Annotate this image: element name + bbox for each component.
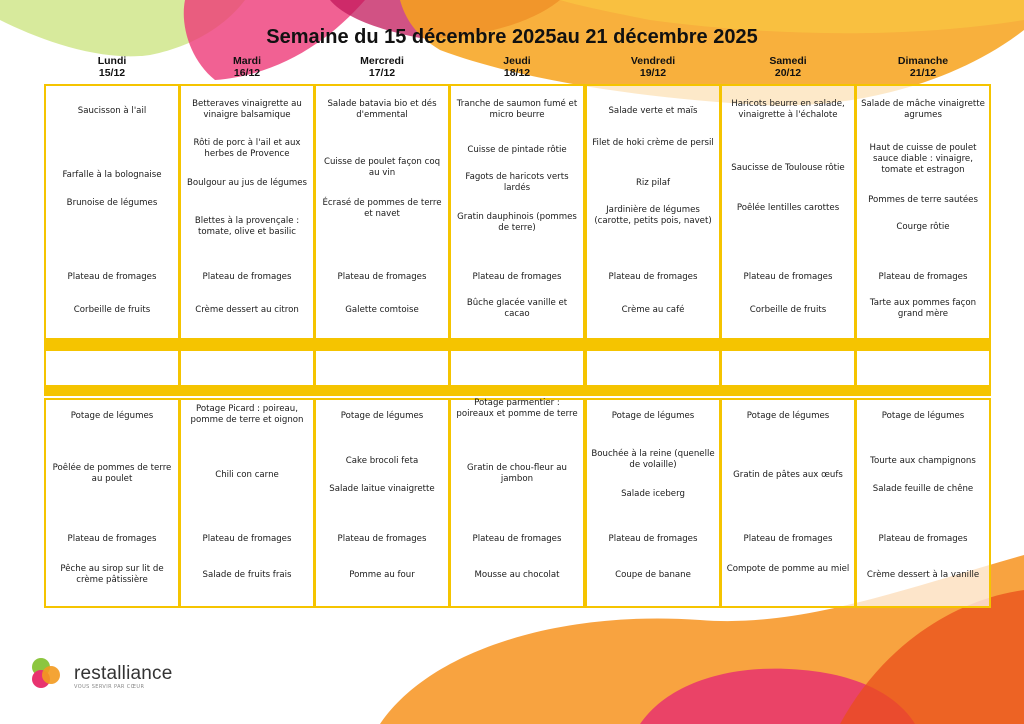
dinner-menu-item: Bouchée à la reine (quenelle de volaille): [591, 449, 715, 470]
dinner-menu-item: Gratin de chou-fleur au jambon: [467, 463, 567, 484]
day-date: 20/12: [774, 67, 802, 79]
lunch-menu-item: Tarte aux pommes façon grand mère: [869, 298, 977, 319]
day-date: 21/12: [909, 67, 937, 79]
lunch-menu-item: Salade verte et maïs: [608, 106, 698, 116]
lunch-menu-item: Blettes à la provençale : tomate, olive et basilic: [194, 216, 300, 237]
dinner-menu-item: Potage de légumes: [746, 411, 830, 421]
day-date: 19/12: [639, 67, 667, 79]
dinner-menu-item: Chili con carne: [215, 470, 279, 480]
day-header: [175, 55, 319, 79]
lunch-menu-item: Plateau de fromages: [743, 272, 833, 282]
dinner-menu-item: Tourte aux champignons: [870, 456, 976, 466]
dinner-menu-item: Potage parmentier : poireaux et pomme de terre: [456, 398, 578, 419]
lunch-menu-item: Tranche de saumon fumé et micro beurre: [456, 99, 578, 120]
brand-tagline: VOUS SERVIR PAR CŒUR: [74, 684, 145, 690]
dinner-menu-item: Pomme au four: [349, 570, 415, 580]
dinner-menu-item: Potage Picard : poireau, pomme de terre et oignon: [190, 404, 304, 425]
lunch-menu-item: Haut de cuisse de poulet sauce diable : vinaigre, tomate et estragon: [869, 143, 977, 175]
lunch-menu-item: Salade batavia bio et dés d'emmental: [327, 99, 437, 120]
day-header: [581, 55, 725, 79]
empty-cell: [855, 349, 991, 387]
lunch-menu-item: Plateau de fromages: [472, 272, 562, 282]
dinner-menu-item: Poêlée de pommes de terre au poulet: [52, 463, 172, 484]
page-title: Semaine du 15 décembre 2025au 21 décembre 2025: [266, 26, 758, 48]
lunch-menu-item: Plateau de fromages: [608, 272, 698, 282]
dinner-menu-item: Coupe de banane: [615, 570, 691, 580]
lunch-menu-item: Cuisse de pintade rôtie: [467, 145, 567, 155]
lunch-menu-item: Plateau de fromages: [878, 272, 968, 282]
dinner-menu-item: Salade de fruits frais: [202, 570, 292, 580]
dinner-menu-item: Pêche au sirop sur lit de crème pâtissière: [60, 564, 164, 585]
lunch-menu-item: Riz pilaf: [635, 178, 671, 188]
lunch-menu-item: Rôti de porc à l'ail et aux herbes de Provence: [193, 138, 301, 159]
dinner-menu-item: Crème dessert à la vanille: [866, 570, 980, 580]
lunch-menu-item: Crème au café: [621, 305, 685, 315]
day-date: 18/12: [503, 67, 531, 79]
empty-cell: [314, 349, 450, 387]
lunch-menu-item: Courge rôtie: [896, 222, 950, 232]
lunch-menu-item: Galette comtoise: [345, 305, 419, 315]
day-header: [851, 55, 995, 79]
empty-cell: [585, 349, 721, 387]
lunch-menu-item: Plateau de fromages: [337, 272, 427, 282]
dinner-menu-item: Plateau de fromages: [472, 534, 562, 544]
lunch-menu-item: Poêlée lentilles carottes: [736, 203, 840, 213]
day-name: Samedi: [769, 55, 807, 67]
lunch-menu-item: Betteraves vinaigrette au vinaigre balsamique: [192, 99, 302, 120]
lunch-cell: [44, 84, 180, 340]
dinner-menu-item: Plateau de fromages: [202, 534, 292, 544]
dinner-menu-item: Plateau de fromages: [878, 534, 968, 544]
empty-cell: [44, 349, 180, 387]
empty-cell: [449, 349, 585, 387]
lunch-menu-item: Cuisse de poulet façon coq au vin: [323, 157, 441, 178]
dinner-menu-item: Potage de légumes: [611, 411, 695, 421]
day-header: [310, 55, 454, 79]
lunch-menu-item: Saucisse de Toulouse rôtie: [731, 163, 845, 173]
lunch-menu-item: Salade de mâche vinaigrette agrumes: [861, 99, 985, 120]
dinner-menu-item: Potage de légumes: [340, 411, 424, 421]
dinner-menu-item: Salade iceberg: [621, 489, 685, 499]
lunch-menu-item: Pommes de terre sautées: [868, 195, 978, 205]
dinner-menu-item: Potage de légumes: [881, 411, 965, 421]
lunch-menu-item: Gratin dauphinois (pommes de terre): [457, 212, 577, 233]
dinner-menu-item: Salade feuille de chêne: [872, 484, 974, 494]
dinner-menu-item: Salade laitue vinaigrette: [329, 484, 435, 494]
day-name: Dimanche: [897, 55, 949, 67]
lunch-menu-item: Saucisson à l'ail: [77, 106, 147, 116]
dinner-menu-item: Cake brocoli feta: [345, 456, 419, 466]
day-name: Mardi: [232, 55, 261, 67]
lunch-cell: [179, 84, 315, 340]
dinner-cell: [720, 398, 856, 608]
day-name: Vendredi: [630, 55, 676, 67]
restalliance-logo-icon: [30, 656, 66, 692]
day-header: [445, 55, 589, 79]
lunch-menu-item: Écrasé de pommes de terre et navet: [322, 198, 442, 219]
day-name: Jeudi: [503, 55, 531, 67]
lunch-menu-item: Corbeille de fruits: [749, 305, 827, 315]
dinner-menu-item: Potage de légumes: [70, 411, 154, 421]
day-name: Mercredi: [360, 55, 404, 67]
separator-band-top: [44, 340, 991, 349]
dinner-menu-item: Compote de pomme au miel: [726, 564, 850, 574]
lunch-menu-item: Corbeille de fruits: [73, 305, 151, 315]
day-header: [716, 55, 860, 79]
lunch-menu-item: Filet de hoki crème de persil: [592, 138, 714, 148]
empty-cell: [179, 349, 315, 387]
dinner-menu-item: Plateau de fromages: [743, 534, 833, 544]
lunch-menu-item: Bûche glacée vanille et cacao: [466, 298, 568, 319]
lunch-menu-item: Plateau de fromages: [202, 272, 292, 282]
day-header: [40, 55, 184, 79]
lunch-menu-item: Jardinière de légumes (carotte, petits pois, navet): [594, 205, 712, 226]
dinner-menu-item: Plateau de fromages: [67, 534, 157, 544]
dinner-menu-item: Gratin de pâtes aux œufs: [733, 470, 843, 480]
dinner-menu-item: Plateau de fromages: [608, 534, 698, 544]
lunch-menu-item: Boulgour au jus de légumes: [186, 178, 308, 188]
lunch-menu-item: Plateau de fromages: [67, 272, 157, 282]
lunch-menu-item: Fagots de haricots verts lardés: [465, 172, 569, 193]
lunch-menu-item: Farfalle à la bolognaise: [62, 170, 162, 180]
day-date: 17/12: [368, 67, 396, 79]
day-name: Lundi: [97, 55, 127, 67]
dinner-menu-item: Plateau de fromages: [337, 534, 427, 544]
lunch-menu-item: Brunoise de légumes: [66, 198, 158, 208]
day-date: 15/12: [98, 67, 126, 79]
lunch-menu-item: Crème dessert au citron: [195, 305, 299, 315]
empty-cell: [720, 349, 856, 387]
day-date: 16/12: [233, 67, 261, 79]
dinner-menu-item: Mousse au chocolat: [474, 570, 560, 580]
lunch-menu-item: Haricots beurre en salade, vinaigrette à l'échalote: [731, 99, 845, 120]
brand-name: restalliance: [74, 663, 173, 684]
separator-band-bottom: [44, 387, 991, 396]
